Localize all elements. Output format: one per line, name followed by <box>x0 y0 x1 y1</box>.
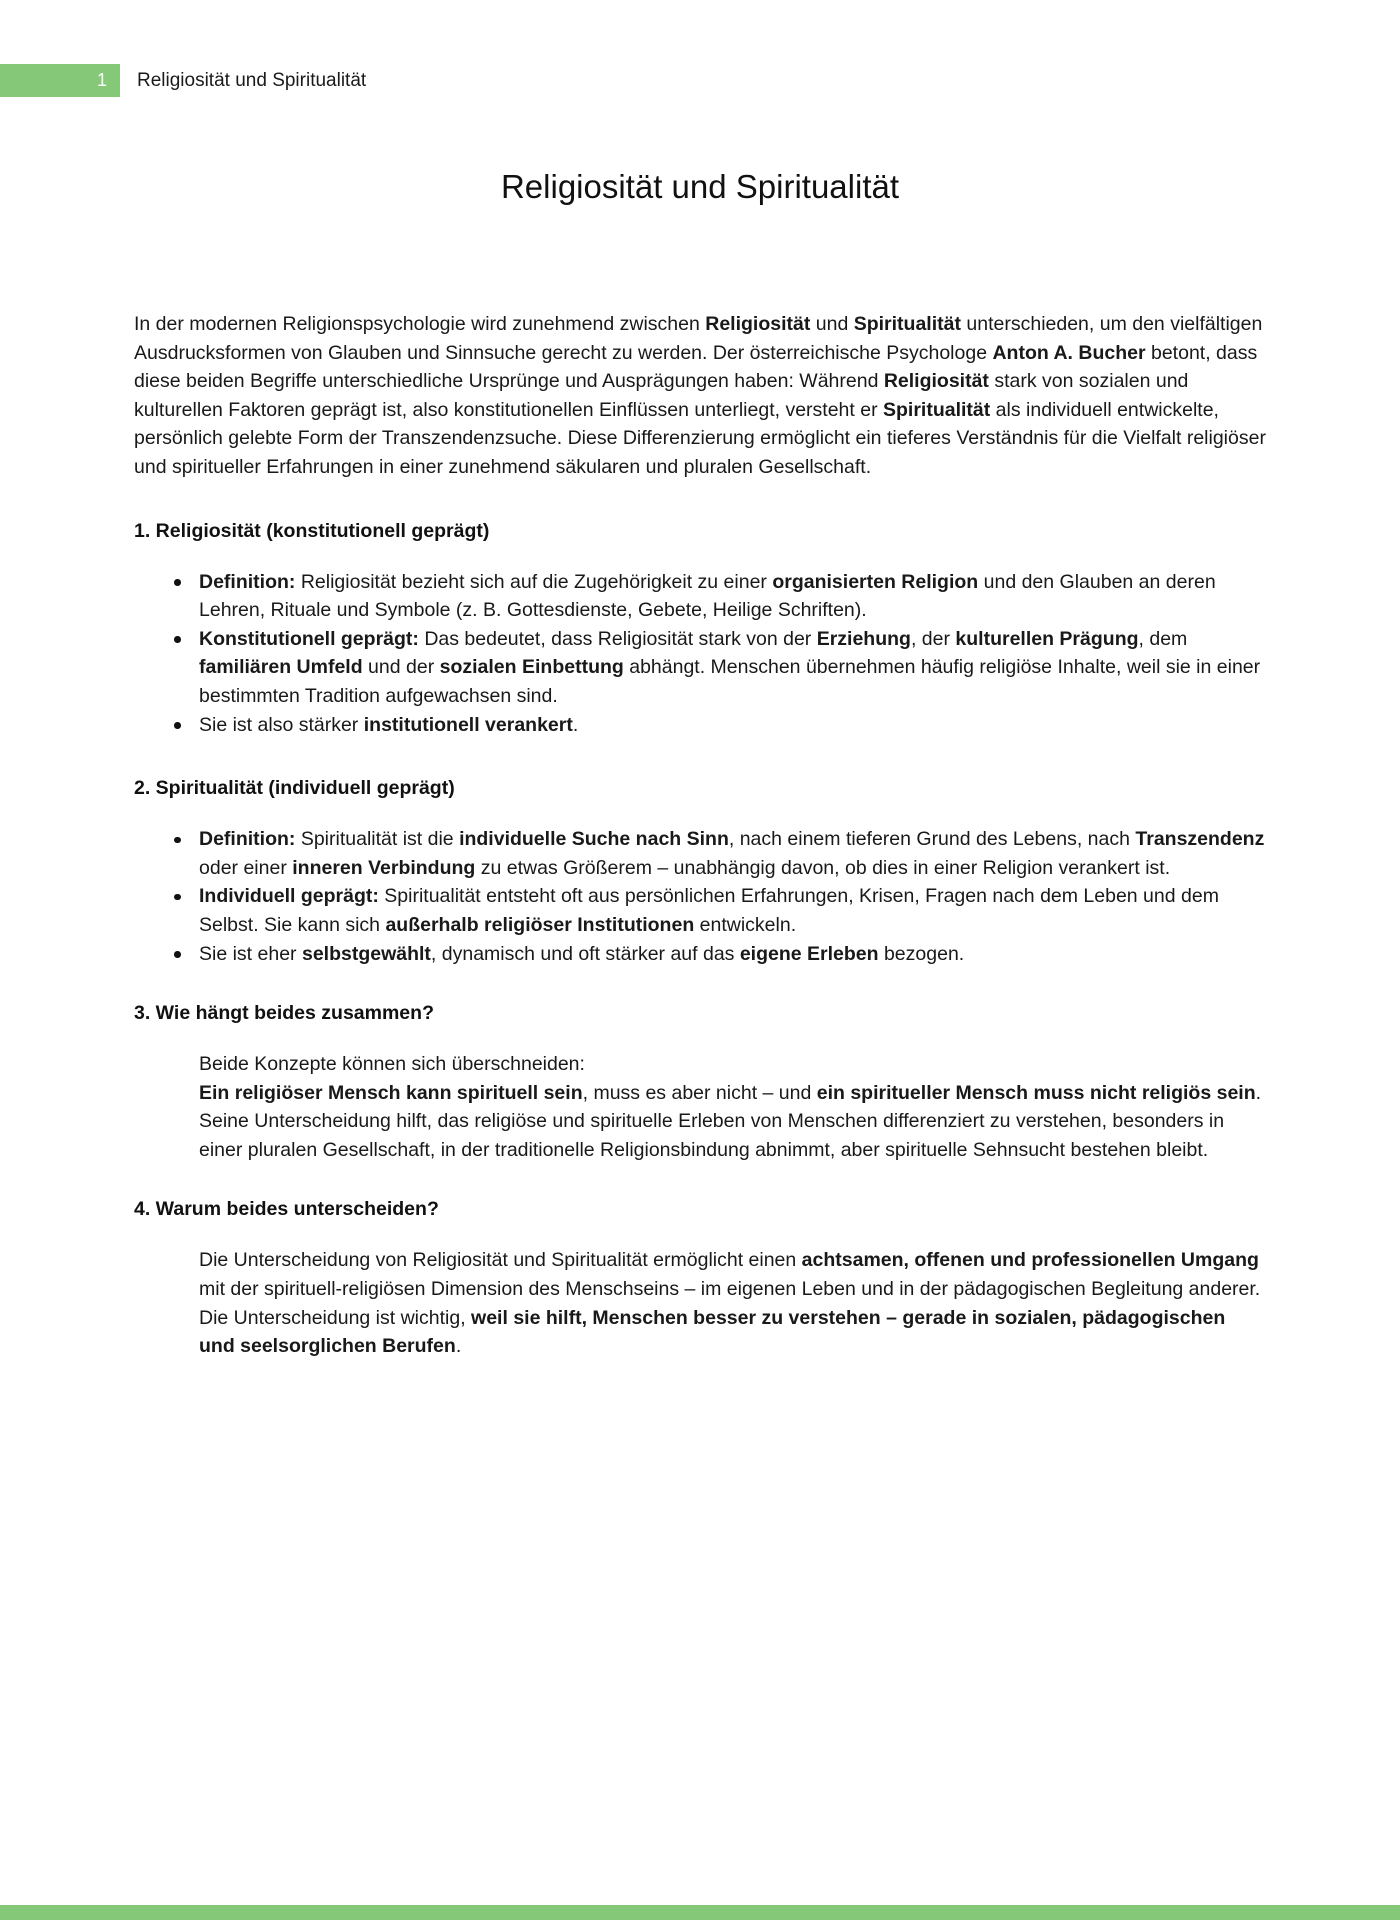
footer-accent-bar <box>0 1905 1400 1920</box>
section-heading: 1. Religiosität (konstitutionell geprägt) <box>134 519 490 542</box>
document-title: Religiosität und Spiritualität <box>500 168 900 205</box>
bullet-item: Definition: Religiosität bezieht sich auf die Zugehörigkeit zu einer organisierten Religion und den Glauben an deren Lehren, Rituale und Symbole (z. B. Gottesdienste, Gebete, Heilige Schriften). <box>134 568 1266 625</box>
section-zusammenhang <box>134 1002 1266 1164</box>
bullet-item: Sie ist also stärker institutionell verankert. <box>134 711 1266 740</box>
section-spiritualitaet <box>134 777 1266 968</box>
bullet-item: Konstitutionell geprägt: Das bedeutet, dass Religiosität stark von der Erziehung, der kulturellen Prägung, dem familiären Umfeld und der sozialen Einbettung abhängt. Menschen übernehmen häufig religiöse Inhalte, weil sie in einer bestimmten Tradition aufgewachsen sind. <box>134 625 1266 711</box>
section-heading: 4. Warum beides unterscheiden? <box>134 1198 439 1221</box>
section-religiositaet <box>134 520 1266 740</box>
bullet-list <box>134 568 1266 740</box>
chapter-number: 1 <box>96 70 107 90</box>
intro-paragraph: In der modernen Religionspsychologie wird zunehmend zwischen Religiosität und Spiritualität unterschieden, um den vielfältigen Ausdrucksformen von Glauben und Sinnsuche gerecht zu werden. Der österreichische Psychologe Anton A. Bucher betont, dass diese beiden Begriffe unterschiedliche Ursprünge und Ausprägungen haben: Während Religiosität stark von sozialen und kulturellen Faktoren geprägt ist, also konstitutionellen Einflüssen unterliegt, versteht er Spiritualität als individuell entwickelte, persönlich gelebte Form der Transzendenzsuche. Diese Differenzierung ermöglicht ein tieferes Verständnis für die Vielfalt religiöser und spiritueller Erfahrungen in einer zunehmend säkularen und pluralen Gesellschaft. <box>134 313 1266 478</box>
section-heading: 2. Spiritualität (individuell geprägt) <box>134 777 455 800</box>
bullet-item: Individuell geprägt: Spiritualität entsteht oft aus persönlichen Erfahrungen, Krisen, Fragen nach dem Leben und dem Selbst. Sie kann sich außerhalb religiöser Institutionen entwickeln. <box>134 882 1266 939</box>
bullet-item: Definition: Spiritualität ist die individuelle Suche nach Sinn, nach einem tieferen Grund des Lebens, nach Transzendenz oder einer inneren Verbindung zu etwas Größerem – unabhängig davon, ob dies in einer Religion verankert ist. <box>134 825 1266 882</box>
chapter-number-chip <box>0 64 120 97</box>
document-body <box>134 0 1266 1361</box>
header-title: Religiosität und Spiritualität <box>137 69 367 91</box>
section-unterscheidung <box>134 1198 1266 1360</box>
section-heading: 3. Wie hängt beides zusammen? <box>134 1002 434 1025</box>
bullet-list <box>134 825 1266 968</box>
bullet-item: Sie ist eher selbstgewählt, dynamisch und oft stärker auf das eigene Erleben bezogen. <box>134 940 1266 969</box>
section-paragraph: Beide Konzepte können sich überschneiden: Ein religiöser Mensch kann spirituell sein, muss es aber nicht – und ein spiritueller Mensch muss nicht religiös sein. Seine Unterscheidung hilft, das religiöse und spirituelle Erleben von Menschen differenziert zu verstehen, besonders in einer pluralen Gesellschaft, in der traditionelle Religionsbindung abnimmt, aber spirituelle Sehnsucht bestehen bleibt. <box>199 1053 1262 1161</box>
section-paragraph: Die Unterscheidung von Religiosität und Spiritualität ermöglicht einen achtsamen, offenen und professionellen Umgang mit der spirituell-religiösen Dimension des Menschseins – im eigenen Leben und in der pädagogischen Begleitung anderer. Die Unterscheidung ist wichtig, weil sie hilft, Menschen besser zu verstehen – gerade in sozialen, pädagogischen und seelsorglichen Berufen. <box>199 1249 1261 1358</box>
